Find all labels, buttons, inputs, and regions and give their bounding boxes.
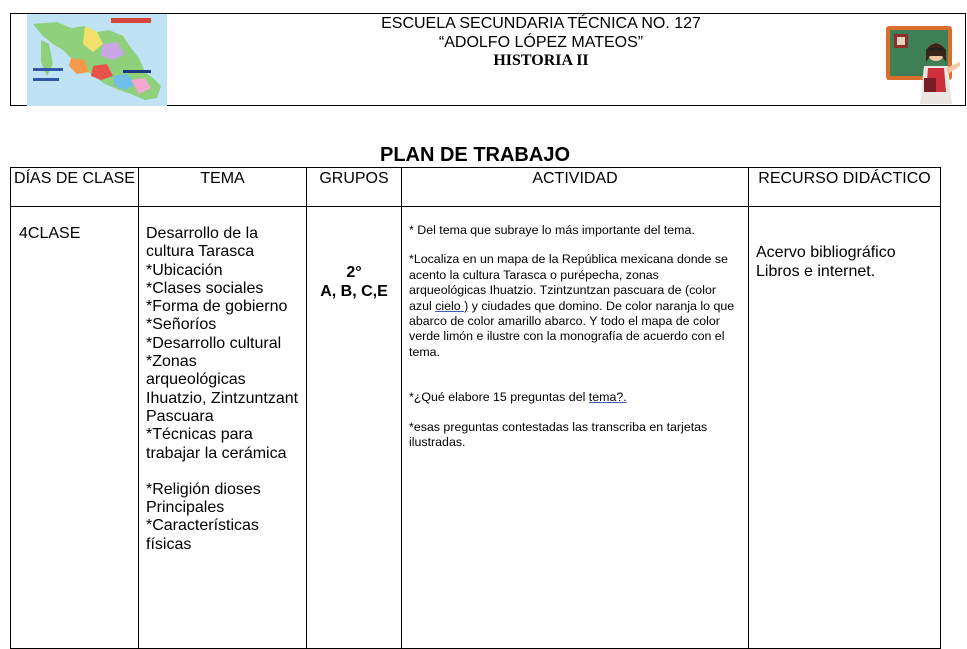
cell-dias: 4CLASE: [11, 207, 139, 649]
recurso-line: Acervo bibliográfico: [756, 244, 896, 261]
groups-label: A, B, C,E: [320, 283, 388, 300]
header-box: [10, 13, 966, 106]
cell-grupos: [307, 207, 402, 649]
tema-line: *Forma de gobierno: [146, 298, 288, 316]
activity-item: * Del tema que subraye lo más importante del tema.: [409, 223, 695, 237]
cell-actividad: [402, 207, 749, 649]
header-actividad: ACTIVIDAD: [402, 168, 749, 207]
cell-tema: [139, 207, 307, 649]
activity-item: *¿Qué elabore 15 preguntas del tema?.: [409, 390, 627, 405]
tema-line: *Técnicas para trabajar la cerámica: [146, 426, 287, 462]
plan-title: PLAN DE TRABAJO: [379, 144, 570, 166]
activity-item: *Localiza en un mapa de la República mexicana donde se acento la cultura Tarasca o purépecha, zonas arqueológicas Ihuatzio. Tzintzuntzan pascuara de (color azul cielo ) y ciudades que domino. De color naranja lo que abarco de color amarillo abarco. Y todo el mapa de color verde limón e ilustre con la monografía de acuerdo con el tema.: [409, 252, 735, 359]
table-row: [11, 207, 941, 649]
school-name: ESCUELA SECUNDARIA TÉCNICA NO. 127: [381, 15, 701, 32]
header-recurso: RECURSO DIDÁCTICO: [749, 168, 941, 207]
school-namesake: “ADOLFO LÓPEZ MATEOS”: [438, 34, 644, 51]
tema-line: *Características físicas: [146, 517, 259, 553]
cell-recurso: [749, 207, 941, 649]
tema-line: *Señoríos: [146, 316, 217, 334]
mexico-map-icon: [27, 14, 167, 106]
recurso-line: Libros e internet.: [756, 263, 876, 280]
header-tema: TEMA: [139, 168, 307, 207]
activity-item: *esas preguntas contestadas las transcriba en tarjetas ilustradas.: [409, 419, 708, 450]
tema-line: *Religión dioses Principales: [146, 480, 261, 517]
table-header-row: [11, 168, 941, 207]
header-grupos: GRUPOS: [307, 168, 402, 207]
tema-line: *Ubicación: [146, 261, 223, 279]
header-dias: DÍAS DE CLASE: [11, 168, 139, 207]
header-text: [331, 14, 751, 70]
grade-label: 2°: [346, 264, 362, 281]
tema-line: *Desarrollo cultural: [146, 334, 282, 352]
tema-line: *Zonas arqueológicas Ihuatzio, Zintzuntzant Pascuara: [146, 353, 299, 425]
tema-line: Desarrollo de la cultura Tarasca: [146, 225, 259, 261]
plan-table: [10, 167, 941, 649]
tema-line: *Clases sociales: [146, 279, 264, 297]
teacher-at-board-icon: [884, 22, 962, 104]
subject-title: HISTORIA II: [493, 52, 589, 69]
